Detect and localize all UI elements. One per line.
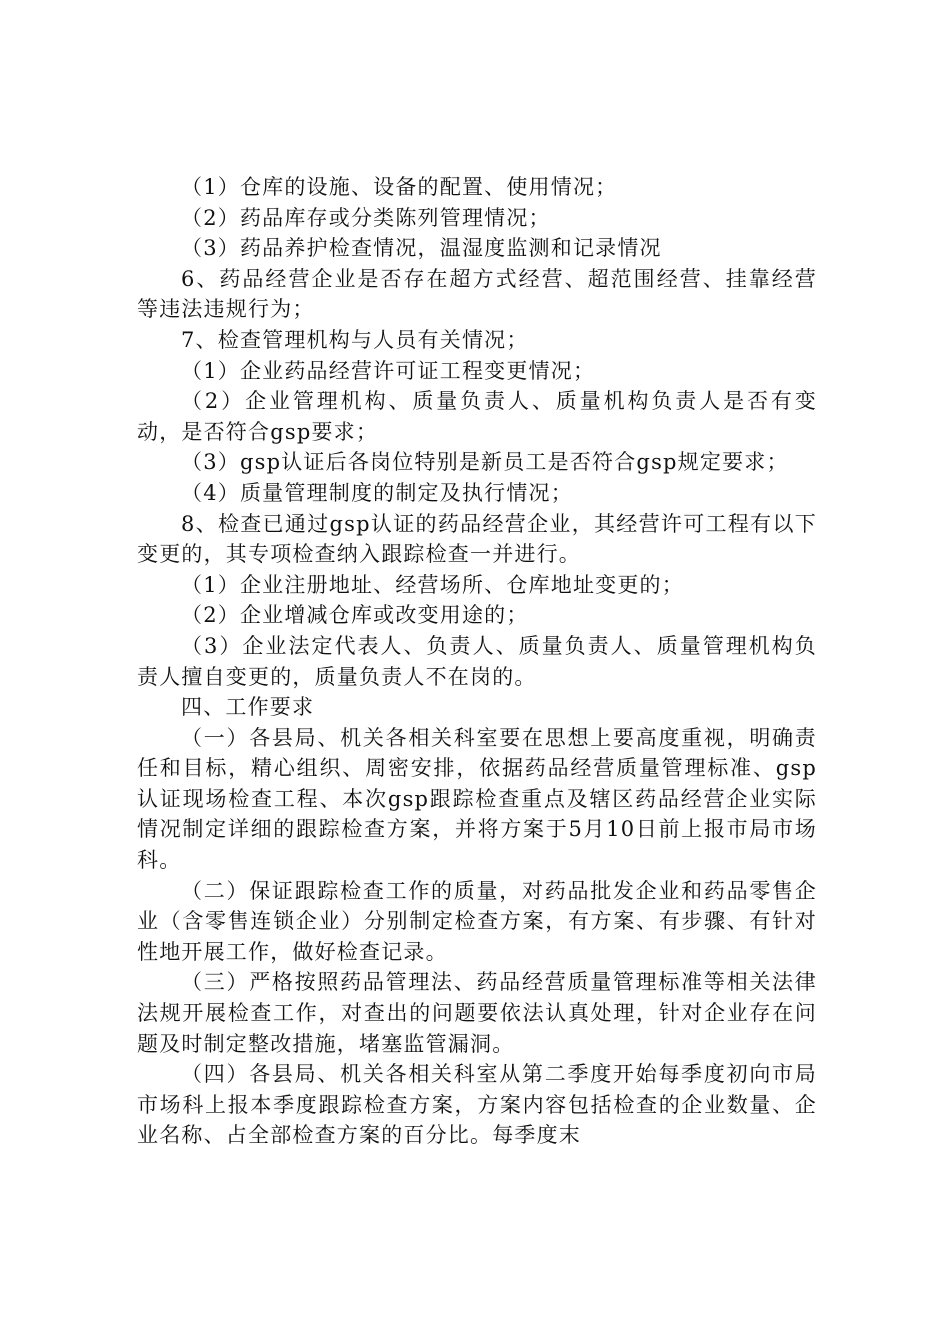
section-heading-work-requirements: 四、工作要求 [181,695,315,720]
paragraph-requirement-1: （一）各县局、机关各相关科室要在思想上要高度重视，明确责任和目标，精心组织、周密安排，依据药品经营质量管理标准、gsp认证现场检查工程、本次gsp跟踪检查重点及辖区药品经营企业实际情况制定详细的跟踪检查方案，并将方案于5月10日前上报市局市场科。 [137,725,817,873]
paragraph-requirement-4: （四）各县局、机关各相关科室从第二季度开始每季度初向市局市场科上报本季度跟踪检查方案，方案内容包括检查的企业数量、企业名称、占全部检查方案的百分比。每季度末 [137,1062,817,1148]
paragraph-inventory-display: （2）药品库存或分类陈列管理情况； [181,205,551,230]
paragraph-requirement-2: （二）保证跟踪检查工作的质量，对药品批发企业和药品零售企业（含零售连锁企业）分别制定检查方案，有方案、有步骤、有针对性地开展工作，做好检查记录。 [137,878,817,964]
paragraph-item-7: 7、检查管理机构与人员有关情况； [181,327,529,352]
paragraph-item-8: 8、检查已通过gsp认证的药品经营企业，其经营许可工程有以下变更的，其专项检查纳入跟踪检查一并进行。 [137,511,817,567]
paragraph-item-6: 6、药品经营企业是否存在超方式经营、超范围经营、挂靠经营等违法违规行为； [137,266,817,322]
paragraph-warehouse-change: （2）企业增减仓库或改变用途的； [181,603,529,628]
paragraph-warehouse-facilities: （1）仓库的设施、设备的配置、使用情况； [181,175,618,199]
paragraph-representative-change: （3）企业法定代表人、负责人、质量负责人、质量管理机构负责人擅自变更的，质量负责人不在岗的。 [137,633,817,689]
document-body [137,172,817,1151]
paragraph-requirement-3: （三）严格按照药品管理法、药品经营质量管理标准等相关法律法规开展检查工作，对查出的问题要依法认真处理，针对企业存在问题及时制定整改措施，堵塞监管漏洞。 [137,970,817,1056]
paragraph-new-staff: （3）gsp认证后各岗位特别是新员工是否符合gsp规定要求； [181,450,789,475]
paragraph-address-change: （1）企业注册地址、经营场所、仓库地址变更的； [181,572,684,597]
paragraph-maintenance-check: （3）药品养护检查情况，温湿度监测和记录情况 [181,236,662,261]
paragraph-quality-system: （4）质量管理制度的制定及执行情况； [181,480,573,505]
paragraph-license-change: （1）企业药品经营许可证工程变更情况； [181,358,596,383]
paragraph-organization-change: （2）企业管理机构、质量负责人、质量机构负责人是否有变动，是否符合gsp要求； [137,389,817,444]
